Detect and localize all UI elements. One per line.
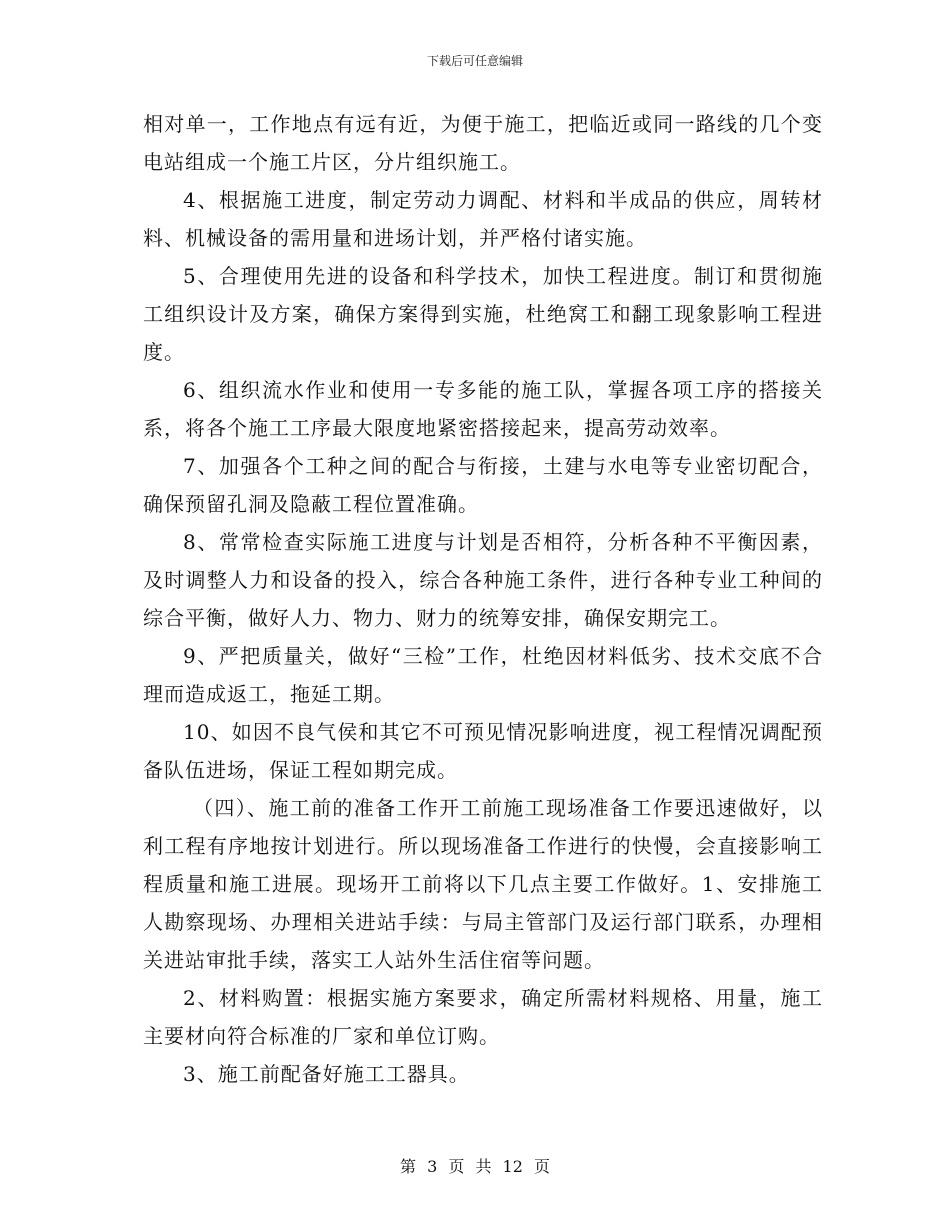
paragraph-materials: 2、材料购置：根据实施方案要求，确定所需材料规格、用量，施工主要材向符合标准的厂家和单位订购。: [143, 986, 823, 1048]
paragraph-item-7: 7、加强各个工种之间的配合与衔接，土建与水电等专业密切配合，确保预留孔洞及隐蔽工程位置准确。: [143, 454, 823, 516]
paragraph-item-4: 4、根据施工进度，制定劳动力调配、材料和半成品的供应，周转材料、机械设备的需用量和进场计划，并严格付诸实施。: [143, 188, 823, 250]
paragraph-item-8: 8、常常检查实际施工进度与计划是否相符，分析各种不平衡因素，及时调整人力和设备的投入，综合各种施工条件，进行各种专业工种间的综合平衡，做好人力、物力、财力的统筹安排，确保安期完工。: [143, 530, 823, 630]
paragraph-item-5: 5、合理使用先进的设备和科学技术，加快工程进度。制订和贯彻施工组织设计及方案，确保方案得到实施，杜绝窝工和翻工现象影响工程进度。: [143, 264, 823, 364]
document-body: [143, 105, 823, 1093]
paragraph-item-9: 9、严把质量关，做好“三检”工作，杜绝因材料低劣、技术交底不合理而造成返工，拖延工期。: [143, 644, 823, 706]
paragraph-tools: 3、施工前配备好施工工器具。: [183, 1062, 470, 1086]
paragraph-item-10: 10、如因不良气侯和其它不可预见情况影响进度，视工程情况调配预备队伍进场，保证工程如期完成。: [143, 720, 823, 782]
paragraph-section-4: （四）、施工前的准备工作开工前施工现场准备工作要迅速做好，以利工程有序地按计划进行。所以现场准备工作进行的快慢，会直接影响工程质量和施工进展。现场开工前将以下几点主要工作做好。1、安排施工人勘察现场、办理相关进站手续：与局主管部门及运行部门联系，办理相关进站审批手续，落实工人站外生活住宿等问题。: [143, 796, 823, 972]
page-number-footer: 第 3 页 共 12 页: [400, 1157, 550, 1176]
page-header: 下载后可任意编辑: [426, 54, 523, 68]
paragraph-continuation: 相对单一，工作地点有远有近，为便于施工，把临近或同一路线的几个变电站组成一个施工片区，分片组织施工。: [143, 112, 823, 174]
paragraph-item-6: 6、组织流水作业和使用一专多能的施工队，掌握各项工序的搭接关系，将各个施工工序最大限度地紧密搭接起来，提高劳动效率。: [143, 378, 823, 440]
